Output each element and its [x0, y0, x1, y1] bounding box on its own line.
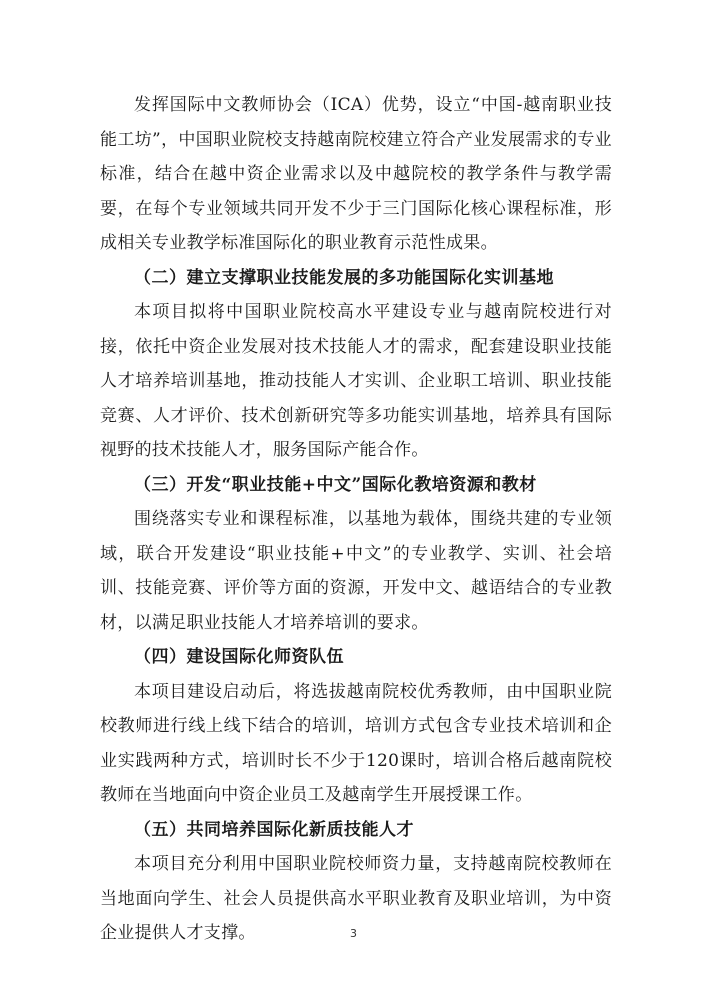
section-heading-3: （三）开发“职业技能+中文”国际化教培资源和教材 [134, 474, 537, 495]
paragraph-training-base: 本项目拟将中国职业院校高水平建设专业与越南院校进行对接，依托中资企业发展对技术技能人才的需求，配套建设职业技能人才培养培训基地，推动技能人才实训、企业职工培训、职业技能竞赛、人才评价、技术创新研究等多功能实训基地，培养具有国际视野的技术技能人才，服务国际产能合作。 [100, 302, 612, 460]
paragraph-talent-cultivation: 本项目充分利用中国职业院校师资力量，支持越南院校教师在当地面向学生、社会人员提供高水平职业教育及职业培训，为中资企业提供人才支撑。 [100, 854, 612, 943]
paragraph-teaching-resources: 围绕落实专业和课程标准，以基地为载体，围绕共建的专业领域，联合开发建设“职业技能+中文”的专业教学、实训、社会培训、技能竞赛、评价等方面的资源，开发中文、越语结合的专业教材，以满足职业技能人才培养培训的要求。 [100, 509, 612, 633]
document-body [100, 88, 612, 951]
paragraph-teacher-team: 本项目建设启动后，将选拔越南院校优秀教师，由中国职业院校教师进行线上线下结合的培训，培训方式包含专业技术培训和企业实践两种方式，培训时长不少于120课时，培训合格后越南院校教师在当地面向中资企业员工及越南学生开展授课工作。 [100, 681, 612, 805]
section-heading-2: （二）建立支撑职业技能发展的多功能国际化实训基地 [134, 267, 554, 288]
paragraph-ica-standards: 发挥国际中文教师协会（ICA）优势，设立“中国-越南职业技能工坊”，中国职业院校支持越南院校建立符合产业发展需求的专业标准，结合在越中资企业需求以及中越院校的教学条件与教学需要，在每个专业领域共同开发不少于三门国际化核心课程标准，形成相关专业教学标准国际化的职业教育示范性成果。 [100, 95, 612, 253]
section-heading-4: （四）建设国际化师资队伍 [134, 647, 344, 667]
section-heading-5: （五）共同培养国际化新质技能人才 [134, 819, 414, 840]
page-number: 3 [350, 927, 357, 940]
